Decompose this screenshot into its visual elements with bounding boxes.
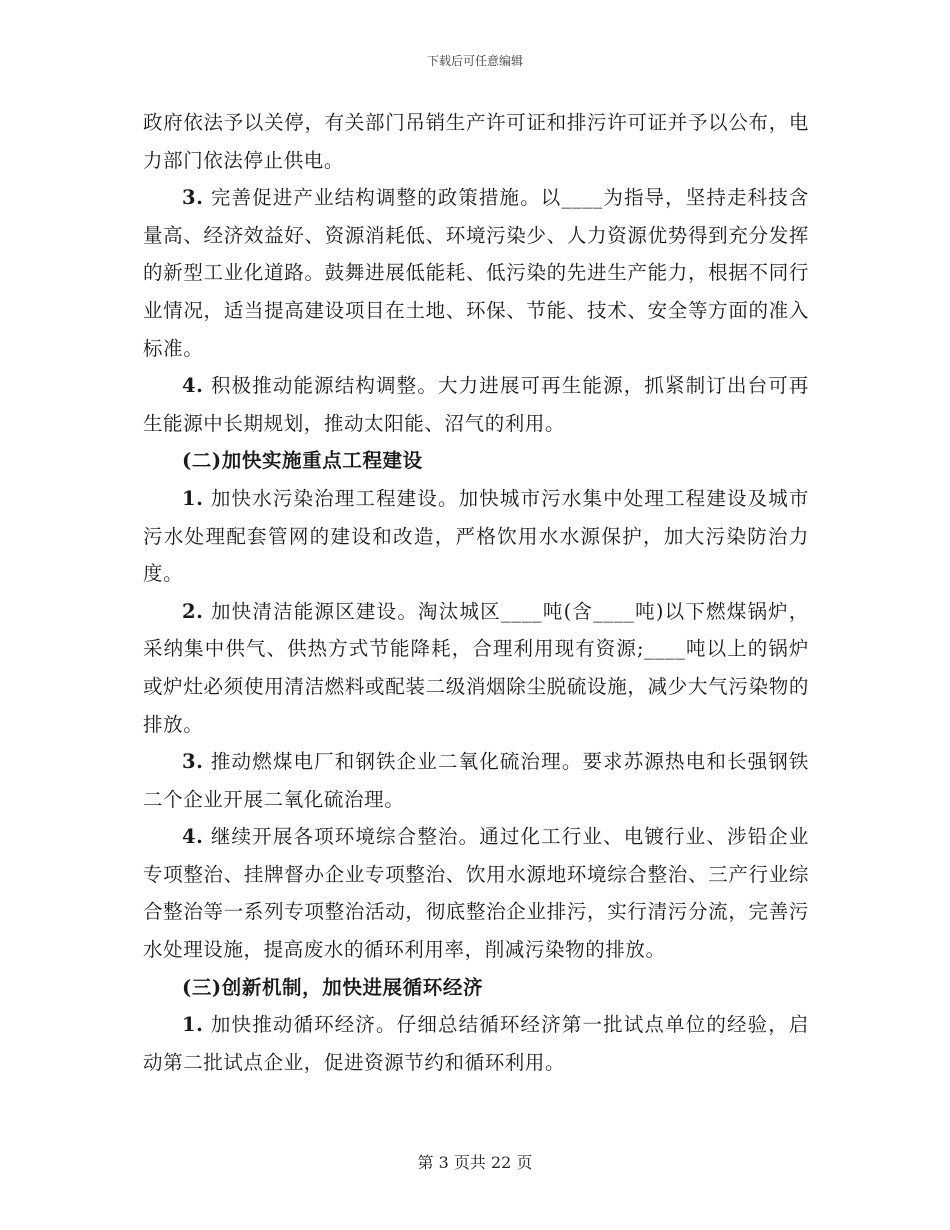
paragraph-text: 继续开展各项环境综合整治。通过化工行业、电镀行业、涉铅企业专项整治、挂牌督办企业专项整治、饮用水源地环境综合整治、三产行业综合整治等一系列专项整治活动，彻底整治企业排污，实行清污分流，完善污水处理设施，提高废水的循环利用率，削减污染物的排放。 <box>143 825 809 962</box>
paragraph <box>143 367 809 442</box>
item-number: 3. <box>182 186 204 210</box>
paragraph <box>143 104 809 179</box>
paragraph <box>143 179 809 367</box>
item-number: 4. <box>182 825 204 849</box>
paragraph <box>143 818 809 968</box>
item-number: 1. <box>182 1013 204 1037</box>
paragraph <box>143 743 809 818</box>
page-header: 下载后可任意编辑 <box>426 54 523 68</box>
paragraph-text: 完善促进产业结构调整的政策措施。以____为指导，坚持走科技含量高、经济效益好、资源消耗低、环境污染少、人力资源优势得到充分发挥的新型工业化道路。鼓舞进展低能耗、低污染的先进生产能力，根据不同行业情况，适当提高建设项目在土地、环保、节能、技术、安全等方面的准入标准。 <box>143 186 809 360</box>
section-heading: (三)创新机制，加快进展循环经济 <box>182 975 484 999</box>
item-number: 3. <box>182 750 204 774</box>
paragraph-text: 政府依法予以关停，有关部门吊销生产许可证和排污许可证并予以公布，电力部门依法停止供电。 <box>143 111 809 172</box>
section-heading: (二)加快实施重点工程建设 <box>182 449 423 473</box>
paragraph <box>143 1006 809 1081</box>
paragraph <box>143 593 809 743</box>
paragraph-text: 加快推动循环经济。仔细总结循环经济第一批试点单位的经验，启动第二批试点企业，促进资源节约和循环利用。 <box>143 1013 809 1074</box>
paragraph-text: 加快水污染治理工程建设。加快城市污水集中处理工程建设及城市污水处理配套管网的建设和改造，严格饮用水水源保护，加大污染防治力度。 <box>143 486 809 586</box>
item-number: 1. <box>182 486 204 510</box>
document-body <box>143 104 809 1081</box>
paragraph <box>143 480 809 593</box>
paragraph-text: 加快清洁能源区建设。淘汰城区____吨(含____吨)以下燃煤锅炉，采纳集中供气、供热方式节能降耗，合理利用现有资源;____吨以上的锅炉或炉灶必须使用清洁燃料或配装二级消烟除尘脱硫设施，减少大气污染物的排放。 <box>143 599 809 736</box>
paragraph-text: 推动燃煤电厂和钢铁企业二氧化硫治理。要求苏源热电和长强钢铁二个企业开展二氧化硫治理。 <box>143 750 809 811</box>
item-number: 2. <box>182 599 204 623</box>
page-number: 第 3 页共 22 页 <box>417 1153 533 1172</box>
paragraph-text: 积极推动能源结构调整。大力进展可再生能源，抓紧制订出台可再生能源中长期规划，推动太阳能、沼气的利用。 <box>143 374 809 435</box>
item-number: 4. <box>182 374 204 398</box>
